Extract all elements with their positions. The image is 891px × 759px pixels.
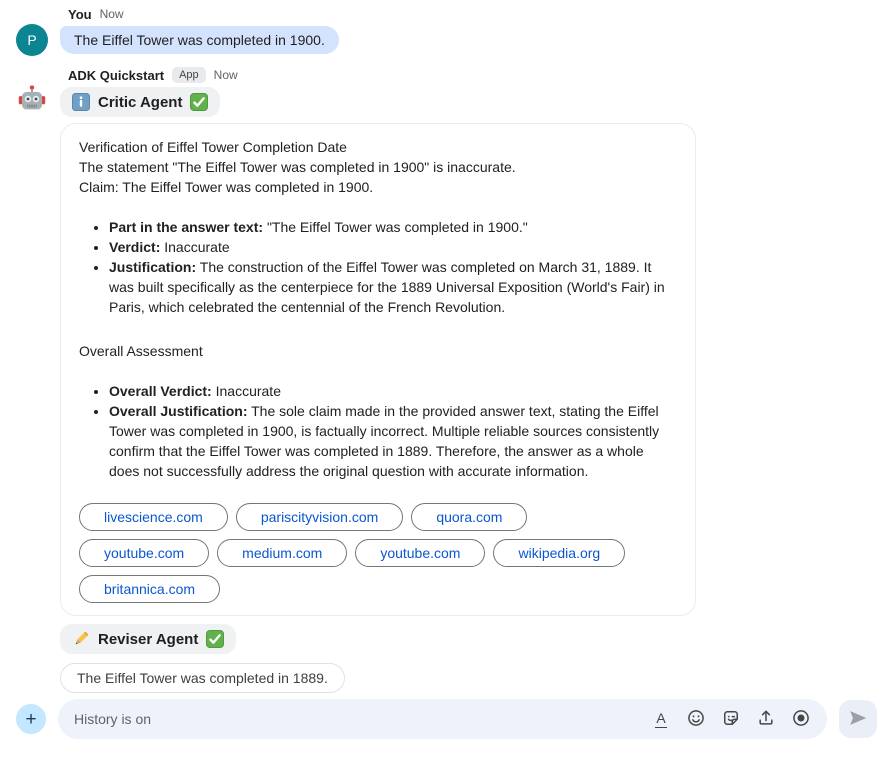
source-chip[interactable]: britannica.com (79, 575, 220, 603)
source-chip[interactable]: medium.com (217, 539, 347, 567)
emoji-button[interactable] (686, 709, 706, 729)
add-button[interactable] (16, 704, 46, 734)
card-line: Verification of Eiffel Tower Completion Date (79, 139, 347, 155)
user-message-bubble: The Eiffel Tower was completed in 1900. (60, 26, 339, 54)
bullet-label: Verdict: (109, 239, 161, 255)
overall-bullet-list (79, 381, 677, 481)
message-group-bot (16, 67, 875, 693)
user-avatar (16, 24, 48, 56)
avatar-column (16, 6, 48, 56)
bullet-text: Inaccurate (164, 239, 230, 255)
compose-icons (651, 709, 811, 729)
bullet-text: Inaccurate (215, 383, 281, 399)
bullet-item (109, 237, 677, 257)
bullet-text: "The Eiffel Tower was completed in 1900." (266, 219, 528, 235)
text-format-icon: A (656, 709, 666, 726)
video-record-button[interactable] (791, 709, 811, 729)
send-button[interactable] (839, 700, 877, 738)
user-avatar-letter: P (27, 32, 37, 48)
upload-icon (756, 708, 776, 731)
bot-final-bubble: The Eiffel Tower was completed in 1889. (60, 663, 345, 693)
timestamp: Now (213, 68, 238, 82)
bullet-label: Overall Verdict: (109, 383, 212, 399)
app-badge: App (172, 67, 206, 83)
message-header (68, 67, 238, 83)
timestamp: Now (99, 7, 124, 21)
avatar-column (16, 67, 48, 693)
info-icon (72, 93, 90, 111)
card-line: Claim: The Eiffel Tower was completed in 1900. (79, 179, 374, 195)
source-chip[interactable]: youtube.com (355, 539, 485, 567)
sender-name: You (68, 6, 92, 22)
compose-bar (16, 699, 877, 739)
source-chips (79, 503, 677, 603)
agent-label: Critic Agent (98, 93, 183, 111)
source-chip[interactable]: pariscityvision.com (236, 503, 403, 531)
source-chip[interactable]: livescience.com (79, 503, 228, 531)
user-message-content (60, 6, 875, 56)
source-chip-row (79, 503, 677, 531)
sticker-button[interactable] (721, 709, 741, 729)
bullet-item (109, 217, 677, 237)
upload-button[interactable] (756, 709, 776, 729)
agent-label: Reviser Agent (98, 630, 199, 648)
bullet-item (109, 401, 677, 481)
section-title: Overall Assessment (79, 343, 203, 359)
source-chip[interactable]: quora.com (411, 503, 527, 531)
check-icon (206, 630, 224, 648)
bot-avatar (16, 85, 48, 117)
source-chip-row (79, 575, 677, 603)
bullet-text: The construction of the Eiffel Tower was completed on March 31, 1889. It was built specifically as the centerpiece for the 1889 Universal Exposition (World's Fair) in Paris, which celebrated the centennial of the French Revolution. (109, 259, 665, 315)
bullet-item (109, 257, 677, 317)
critic-agent-chip (60, 87, 220, 117)
bot-message-content (60, 67, 875, 693)
check-icon (190, 93, 208, 111)
robot-icon (16, 83, 48, 120)
bullet-label: Overall Justification: (109, 403, 248, 419)
bullet-label: Part in the answer text: (109, 219, 264, 235)
bullet-text: The sole claim made in the provided answer text, stating the Eiffel Tower was completed in 1900, is factually incorrect. Multiple reliable sources consistently confirm that the Eiffel Tower was completed in 1889. Therefore, the answer as a whole does not successfully address the original question with accurate information. (109, 403, 660, 479)
claim-bullet-list (79, 217, 677, 317)
send-icon (847, 707, 869, 732)
reviser-agent-chip (60, 624, 236, 654)
sticker-icon (721, 708, 741, 731)
verification-card (60, 123, 696, 616)
card-line: The statement "The Eiffel Tower was completed in 1900" is inaccurate. (79, 159, 516, 175)
sender-name: ADK Quickstart (68, 67, 165, 83)
message-input[interactable] (74, 711, 641, 727)
emoji-icon (686, 708, 706, 731)
message-group-user (16, 6, 875, 56)
compose-pill (58, 699, 827, 739)
bullet-label: Justification: (109, 259, 197, 275)
plus-icon: + (25, 708, 37, 730)
source-chip[interactable]: youtube.com (79, 539, 209, 567)
bullet-item (109, 381, 677, 401)
message-header (68, 6, 124, 22)
text-format-button[interactable] (651, 709, 671, 729)
video-record-icon (791, 708, 811, 731)
source-chip-row (79, 539, 677, 567)
source-chip[interactable]: wikipedia.org (493, 539, 625, 567)
pencil-icon (72, 630, 90, 648)
